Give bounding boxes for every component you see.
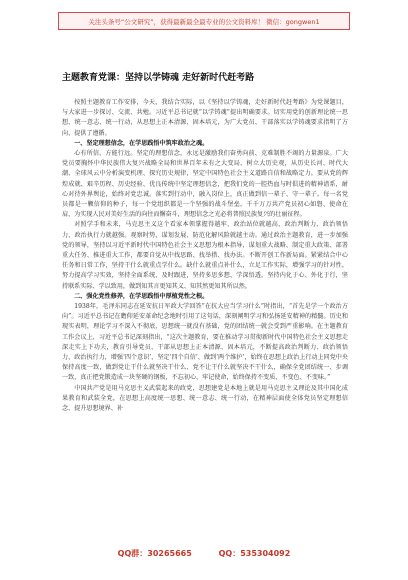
- footer-qq-group: QQ群：30265665: [117, 549, 192, 558]
- section-heading-1: 一、坚定理想信念，在学思践悟中筑牢政治之魂。: [74, 139, 209, 147]
- document-title: 主题教育党课：坚持以学铸魂 走好新时代赶考路: [62, 73, 255, 83]
- section-heading-2: 二、强化党性修养，在学思践悟中厚植党性之根。: [74, 292, 209, 300]
- paragraph-intro: 按照主题教育工作安排，今天，我结合实际，以《坚持以学铸魂，走好新时代赶考路》为党课题目，与大家进一步探讨、交流、共勉。习近平总书记就“以学铸魂”提出明确要求。切实用党的创新理论统一思想、统一意志、统一行动，从思想上正本清源、固本培元，为广大党员、干部落实以学铸魂要求指明了方向、提供了遵循。: [62, 99, 348, 137]
- document-body: [62, 98, 348, 414]
- paragraph: 对照学手和未来，马克思主义这个看家本领掌握得越牢，政治站位就越高、政治判断力、政治领悟力、政治执行力就越强。观察时势、谋划发展、防范化解风险就越主动。通过政治主题教育，进一步加强党的领导，坚持以习近平新时代中国特色社会主义思想为根本指导，谋划重大战略、制定重大政策、部署重大任务、推进重大工作，都要自觉从中找思路、找举措、找办法。不断开创工作新局面。紧紧结合中心任务和日常工作，坚持干什么就重点学什么。缺什么就重点补什么，立足工作实际，增强学习的针对性，努力提高学习实效，坚持全面系统、及时跟进，坚持多思多想、学深悟透，坚持内化于心、外化于行，坚持联系实际、学以致用，做到知其言更知其义、知其然更知其所以然。: [62, 221, 348, 290]
- paragraph: 1938年，毛泽东同志在延安抗日军政大学回答“在抗大应当学习什么”时指出，“首先是学一个政治方向”。习近平总书记在瞻仰延安革命纪念地时引用了这句话，深刻阐明学习和弘扬延安精神的精髓。历史和现实表明，理论学习不深入不彻底，思想统一就没有基础，党的团结统一就会受到严重影响。在主题教育工作会议上，习近平总书记深刻指出，“这次主题教育，要在推动学习贯彻新时代中国特色社会主义思想走深走实上下功夫，教育引导党员、干部从思想上正本清源、固本培元，不断提高政治判断力、政治领悟力、政治执行力，增强‘四个意识’、坚定‘四个自信’、做到‘两个维护’，始终在思想上政治上行动上同党中央保持高度一致，做到党让干什么就坚决干什么、党不让干什么就坚决不干什么，确保全党团结统一、步调一致，真正把党锻造成一块坚硬的钢板，不忘初心、牢记使命，始终保持不变质、不变色、不变味。”: [62, 303, 348, 382]
- footer-contact: [0, 548, 408, 559]
- footer-qq: QQ：535304092: [218, 549, 291, 558]
- paragraph: 心有所信，方能行远。坚定的理想信念，永远是激励我们奋勇向前、克难制胜不竭的力量源泉。广大党员要胸怀中华民族伟大复兴战略全局和世界百年未有之大变局，树立大历史观，从历史长河、时代大潮、全球风云中分析演变机理、探究历史规律，坚定中国特色社会主义道路自信和战略定力。要从党的辉煌成就、艰辛历程、历史经验、优良传统中坚定理想信念，把我们党的一腔热血与时俱进的精神谱系，耐心对待外界舆论，始终对党忠诚。落实到行动中，融入岗位上，真正做到信一辈子、守一辈子。每一名党员都是一颗信仰的种子，每一个党组织都是一个坚强的战斗堡垒。千千万万共产党员初心如磐、使命在肩，为实现人民对美好生活的向往而懈奋斗，理想信念之光必将普照民族复兴的壮丽征程。: [62, 150, 348, 219]
- promo-banner: 关注头条号“公文研究”，获得最新最全最专业的公文资料库！ 微信：gongwen1: [58, 12, 350, 30]
- paragraph: 中国共产党是用马克思主义武装起来的政党，思想建党是本地上就是用马克思主义理论及其中国化成果教育和武装全党，在思想上高度统一思想、统一意志、统一行动，在精神层面使全体党员坚定理想信念、提升思想境界、补: [62, 384, 348, 413]
